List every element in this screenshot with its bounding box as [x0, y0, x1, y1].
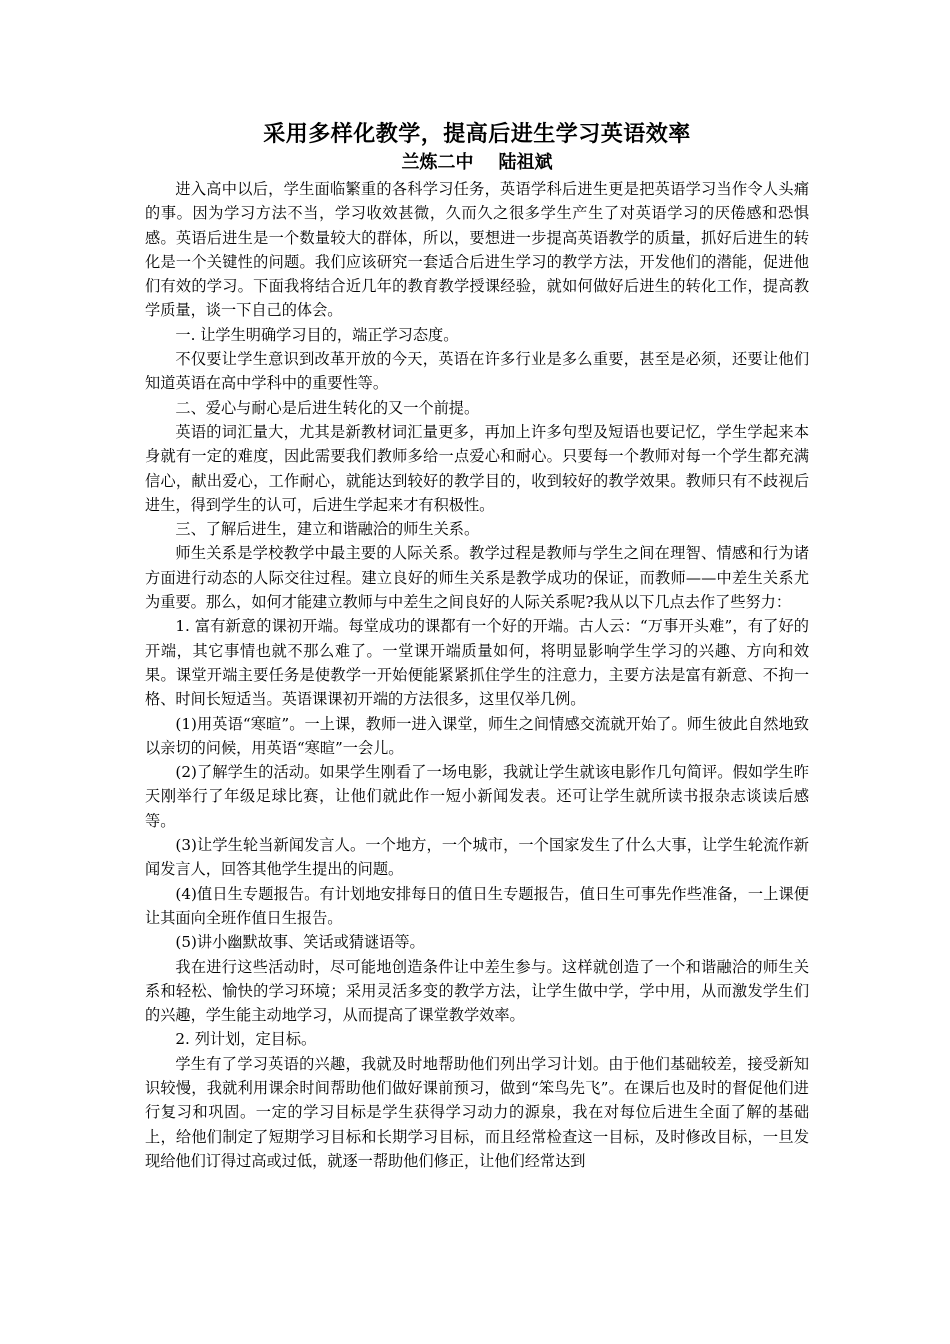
section-heading-1: 一. 让学生明确学习目的，端正学习态度。 — [175, 325, 459, 344]
document-title: 采用多样化教学，提高后进生学习英语效率 — [263, 121, 691, 147]
list-item: 1. 富有新意的课初开端。每堂成功的课都有一个好的开端。古人云：“万事开头难”，有了好的开端，其它事情也就不那么难了。一堂课开端质量如何，将明显影响学生学习的兴趣、方向和效果。课堂开端主要任务是使教学一开始便能紧紧抓住学生的注意力，主要方法是富有新意、不拘一格、时间长短适当。英语课课初开端的方法很多，这里仅举几例。 — [145, 617, 809, 709]
document-body — [145, 177, 809, 1173]
paragraph: 师生关系是学校教学中最主要的人际关系。教学过程是教师与学生之间在理智、情感和行为诸方面进行动态的人际交往过程。建立良好的师生关系是教学成功的保证，而教师——中差生关系尤为重要。那么，如何才能建立教师与中差生之间良好的人际关系呢?我从以下几点去作了些努力： — [145, 544, 809, 612]
list-item: (5)讲小幽默故事、笑话或猜谜语等。 — [175, 933, 425, 952]
author-line: 兰炼二中 陆祖斌 — [401, 152, 553, 173]
list-item: 2. 列计划，定目标。 — [175, 1030, 317, 1049]
section-heading-2: 二、爱心与耐心是后进生转化的又一个前提。 — [175, 398, 480, 417]
list-item: (2)了解学生的活动。如果学生刚看了一场电影，我就让学生就该电影作几句简评。假如学生昨天刚举行了年级足球比赛，让他们就此作一短小新闻发表。还可让学生就所读书报杂志谈读后感等。 — [145, 763, 809, 830]
paragraph: 我在进行这些活动时，尽可能地创造条件让中差生参与。这样就创造了一个和谐融洽的师生关系和轻松、愉快的学习环境；采用灵活多变的教学方法，让学生做中学，学中用，从而激发学生们的兴趣，学生能主动地学习，从而提高了课堂教学效率。 — [145, 957, 809, 1025]
list-item: (3)让学生轮当新闻发言人。一个地方，一个城市，一个国家发生了什么大事，让学生轮流作新闻发言人，回答其他学生提出的问题。 — [145, 836, 809, 879]
list-item: (1)用英语“寒暄”。一上课，教师一进入课堂，师生之间情感交流就开始了。师生彼此自然地致以亲切的问候，用英语“寒暄”一会儿。 — [145, 714, 809, 757]
paragraph: 学生有了学习英语的兴趣，我就及时地帮助他们列出学习计划。由于他们基础较差，接受新知识较慢，我就利用课余时间帮助他们做好课前预习，做到“笨鸟先飞”。在课后也及时的督促他们进行复习和巩固。一定的学习目标是学生获得学习动力的源泉，我在对每位后进生全面了解的基础上，给他们制定了短期学习目标和长期学习目标，而且经常检查这一目标，及时修改目标，一旦发现给他们订得过高或过低，就逐一帮助他们修正，让他们经常达到 — [145, 1054, 809, 1170]
paragraph: 不仅要让学生意识到改革开放的今天，英语在许多行业是多么重要，甚至是必须，还要让他们知道英语在高中学科中的重要性等。 — [145, 350, 809, 393]
list-item: (4)值日生专题报告。有计划地安排每日的值日生专题报告，值日生可事先作些准备，一上课便让其面向全班作值日生报告。 — [145, 884, 809, 927]
paragraph-intro: 进入高中以后，学生面临繁重的各科学习任务，英语学科后进生更是把英语学习当作令人头痛的事。因为学习方法不当，学习收效甚微，久而久之很多学生产生了对英语学习的厌倦感和恐惧感。英语后进生是一个数量较大的群体，所以，要想进一步提高英语教学的质量，抓好后进生的转化是一个关键性的问题。我们应该研究一套适合后进生学习的教学方法，开发他们的潜能，促进他们有效的学习。下面我将结合近几年的教育教学授课经验，就如何做好后进生的转化工作，提高教学质量，谈一下自己的体会。 — [145, 180, 809, 320]
paragraph: 英语的词汇量大，尤其是新教材词汇量更多，再加上许多句型及短语也要记忆，学生学起来本身就有一定的难度，因此需要我们教师多给一点爱心和耐心。只要每一个教师对每一个学生都充满信心，献出爱心，工作耐心，就能达到较好的教学目的，收到较好的教学效果。教师只有不歧视后进生，得到学生的认可，后进生学起来才有积极性。 — [145, 422, 809, 514]
section-heading-3: 三、了解后进生，建立和谐融洽的师生关系。 — [175, 520, 480, 539]
document-page — [145, 118, 809, 1173]
